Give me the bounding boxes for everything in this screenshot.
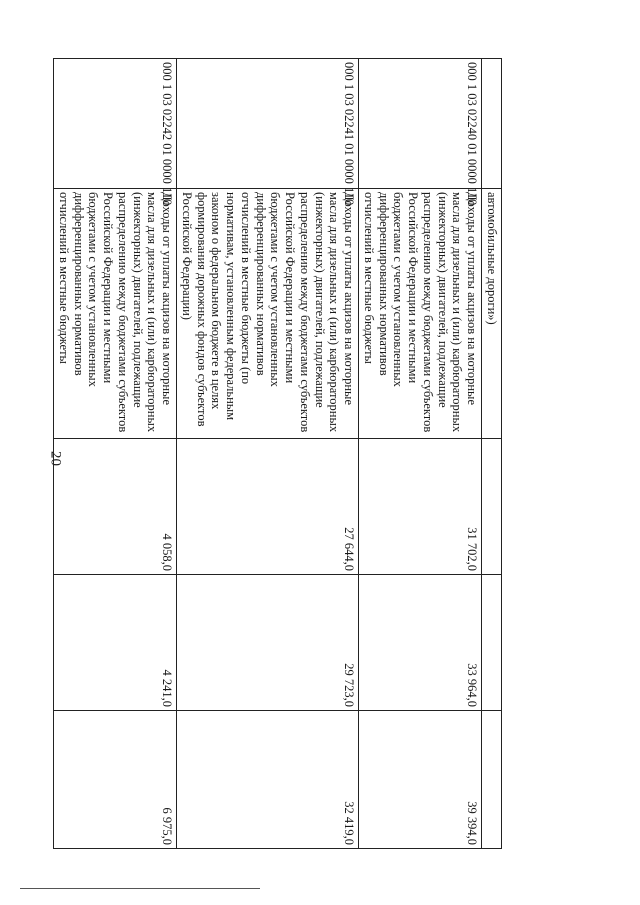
description-cell: Доходы от уплаты акцизов на моторные масла для дизельных и (или) карбюраторных (инжекторных) двигателей, подлежащие распределению между бюджетами субъектов Российской Федерации и местными бюджетами с учетом установленных дифференцированных нормативов отчислений в местные бюджеты bbox=[359, 189, 482, 439]
code-cell bbox=[482, 59, 502, 189]
value-cell-1: 31 702,0 bbox=[359, 439, 482, 575]
value-cell-1 bbox=[482, 439, 502, 575]
table-row bbox=[54, 59, 177, 849]
value-cell-3: 6 975,0 bbox=[54, 711, 177, 849]
value-cell-2 bbox=[482, 575, 502, 711]
footer-divider bbox=[20, 888, 260, 889]
table-row bbox=[482, 59, 502, 849]
table-row bbox=[177, 59, 359, 849]
rotated-table-container bbox=[57, 58, 502, 848]
description-cell: автомобильные дороги») bbox=[482, 189, 502, 439]
page-number: 20 bbox=[47, 451, 64, 466]
table-row bbox=[359, 59, 482, 849]
value-cell-2: 29 723,0 bbox=[177, 575, 359, 711]
budget-revenue-table bbox=[53, 58, 502, 849]
value-cell-3: 32 419,0 bbox=[177, 711, 359, 849]
description-cell: Доходы от уплаты акцизов на моторные масла для дизельных и (или) карбюраторных (инжекторных) двигателей, подлежащие распределению между бюджетами субъектов Российской Федерации и местными бюджетами с учетом установленных дифференцированных нормативов отчислений в местные бюджеты (по нормативам, установленным федеральным законом о федеральном бюджете в целях формирования дорожных фондов субъектов Российской Федерации) bbox=[177, 189, 359, 439]
value-cell-1: 4 058,0 bbox=[54, 439, 177, 575]
value-cell-1: 27 644,0 bbox=[177, 439, 359, 575]
value-cell-3: 39 394,0 bbox=[359, 711, 482, 849]
code-cell: 000 1 03 02241 01 0000 110 bbox=[177, 59, 359, 189]
value-cell-2: 33 964,0 bbox=[359, 575, 482, 711]
value-cell-2: 4 241,0 bbox=[54, 575, 177, 711]
value-cell-3 bbox=[482, 711, 502, 849]
code-cell: 000 1 03 02240 01 0000 110 bbox=[359, 59, 482, 189]
table-viewport bbox=[57, 58, 502, 848]
description-cell: Доходы от уплаты акцизов на моторные масла для дизельных и (или) карбюраторных (инжекторных) двигателей, подлежащие распределению между бюджетами субъектов Российской Федерации и местными бюджетами с учетом установленных дифференцированных нормативов отчислений в местные бюджеты bbox=[54, 189, 177, 439]
code-cell: 000 1 03 02242 01 0000 110 bbox=[54, 59, 177, 189]
